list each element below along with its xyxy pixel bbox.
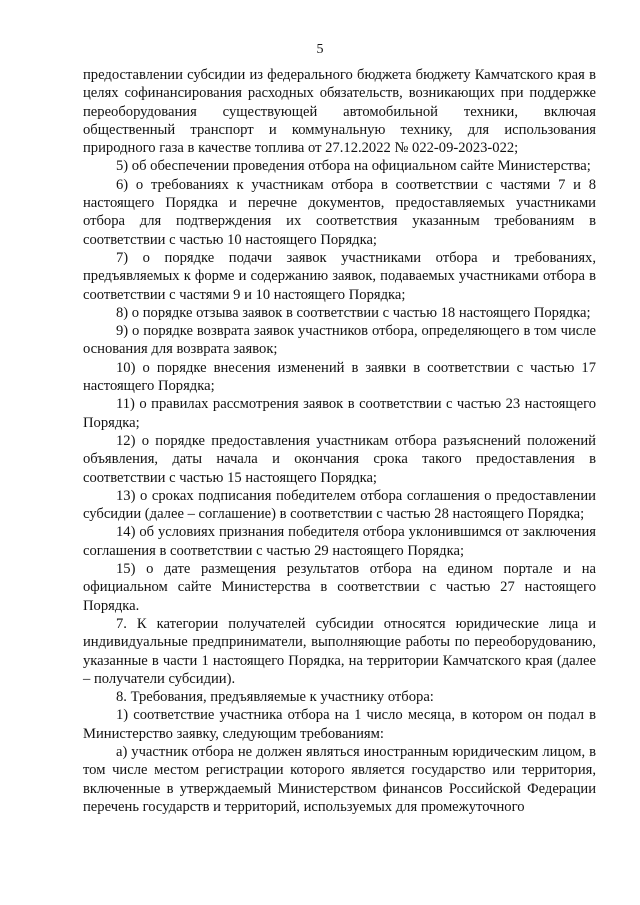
list-item-14: 14) об условиях признания победителя отбора уклонившимся от заключения соглашения в соответствии с частью 29 настоящего Порядка; [83,524,596,559]
paragraph-continuation: предоставлении субсидии из федерального бюджета бюджету Камчатского края в целях софинансирования расходных обязательств, возникающих при поддержке переоборудования существующей автомобильной техники, включая общественный транспорт и коммунальную технику, для использования природного газа в качестве топлива от 27.12.2022 № 022-09-2023-022; [83,67,596,157]
list-item-8: 8) о порядке отзыва заявок в соответствии с частью 18 настоящего Порядка; [116,304,591,321]
requirement-item-1: 1) соответствие участника отбора на 1 число месяца, в котором он подал в Министерство заявку, следующим требованиям: [83,707,596,742]
list-item-7: 7) о порядке подачи заявок участниками отбора и требованиях, предъявляемых к форме и содержанию заявок, подаваемых участниками отбора в соответствии с частями 9 и 10 настоящего Порядка; [83,249,596,303]
list-item-6: 6) о требованиях к участникам отбора в соответствии с частями 7 и 8 настоящего Порядка и перечне документов, предоставляемых участниками отбора для подтверждения их соответствия указанным требованиям в соответствии с частью 10 настоящего Порядка; [83,176,596,248]
list-item-5: 5) об обеспечении проведения отбора на официальном сайте Министерства; [116,158,591,175]
list-item-15: 15) о дате размещения результатов отбора на едином портале и на официальном сайте Министерства в соответствии с частью 27 настоящего Порядка. [83,561,596,614]
list-item-9: 9) о порядке возврата заявок участников отбора, определяющего в том числе основания для возврата заявок; [83,323,596,358]
page-body [83,66,596,816]
page-number: 5 [316,42,324,57]
list-item-13: 13) о сроках подписания победителем отбора соглашения о предоставлении субсидии (далее – соглашение) в соответствии с частью 28 настоящего Порядка; [83,487,596,523]
list-item-11: 11) о правилах рассмотрения заявок в соответствии с частью 23 настоящего Порядка; [83,396,596,431]
requirement-subitem-a: а) участник отбора не должен являться иностранным юридическим лицом, в том числе местом регистрации которого является государство или территория, включенные в утверждаемый Министерством финансов Российской Федерации перечень государств и территорий, используемых для промежуточного [83,743,596,815]
section-7-paragraph: 7. К категории получателей субсидии относятся юридические лица и индивидуальные предприниматели, выполняющие работы по переоборудованию, указанные в части 1 настоящего Порядка, на территории Камчатского края (далее – получатели субсидии). [83,615,596,687]
list-item-12: 12) о порядке предоставления участникам отбора разъяснений положений объявления, даты начала и окончания срока такого предоставления в соответствии с частью 15 настоящего Порядка; [83,432,596,486]
section-8-heading: 8. Требования, предъявляемые к участнику отбора: [116,689,434,706]
list-item-10: 10) о порядке внесения изменений в заявки в соответствии с частью 17 настоящего Порядка; [83,359,596,395]
